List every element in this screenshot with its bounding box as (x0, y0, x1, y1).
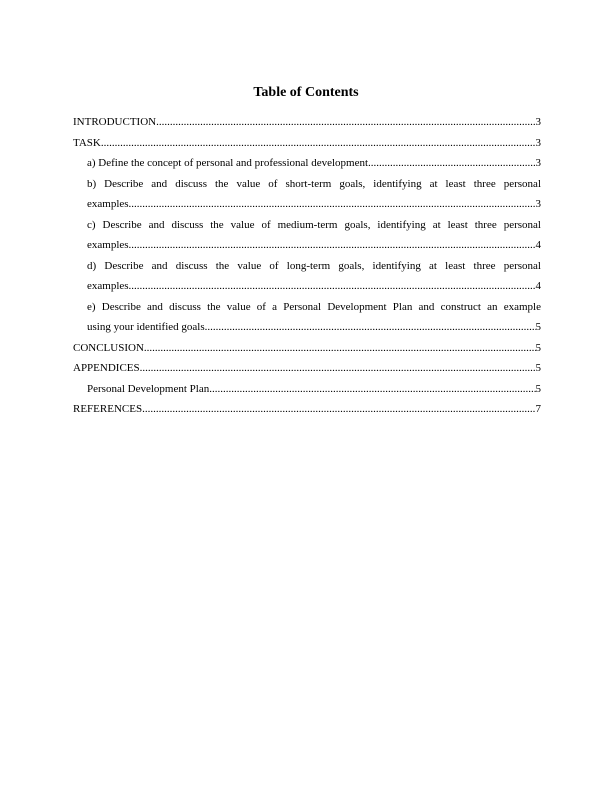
toc-entry-text: TASK (73, 136, 101, 149)
toc-entry-conclusion[interactable] (73, 338, 541, 359)
toc-entry-text-continued: examples. (87, 239, 132, 251)
toc-entry-text: a) Define the concept of personal and professional development (87, 157, 369, 169)
toc-entry-task-a[interactable] (73, 153, 541, 174)
dot-leader (131, 235, 535, 256)
dot-leader (144, 338, 536, 359)
dot-leader (209, 379, 535, 400)
dot-leader (101, 133, 536, 154)
toc-entry-task-d[interactable] (73, 256, 541, 297)
toc-page-number: 5 (535, 382, 541, 395)
toc-entry-text: CONCLUSION (73, 341, 144, 354)
toc-entry-task-c[interactable] (73, 215, 541, 256)
toc-entry-personal-development-plan[interactable] (73, 379, 541, 400)
toc-page-number: 3 (535, 116, 541, 128)
toc-page-number: 5 (535, 362, 541, 374)
toc-entry-text: b) Describe and discuss the value of short-term goals, identifying at least three personal (87, 177, 541, 190)
toc-page-number: 5 (535, 341, 541, 354)
toc-entry-text: INTRODUCTION (73, 116, 157, 128)
toc-entry-text: APPENDICES (73, 362, 140, 374)
toc-entry-text-continued: examples. (87, 198, 132, 210)
toc-page-number: 3 (535, 198, 541, 210)
toc-list (73, 112, 541, 420)
toc-entry-task[interactable] (73, 133, 541, 154)
toc-title: Table of Contents (253, 85, 359, 100)
toc-entry-task-b[interactable] (73, 174, 541, 215)
dot-leader (142, 399, 535, 420)
toc-entry-appendices[interactable] (73, 358, 541, 379)
toc-entry-text: d) Describe and discuss the value of long-term goals, identifying at least three personal (87, 259, 541, 272)
toc-entry-introduction[interactable] (73, 112, 541, 133)
toc-entry-text: Personal Development Plan (87, 382, 210, 395)
toc-page-number: 4 (535, 280, 541, 292)
toc-entry-task-e[interactable] (73, 297, 541, 338)
dot-leader (368, 153, 535, 174)
toc-page-number: 5 (535, 321, 541, 333)
toc-page-number: 7 (535, 403, 541, 415)
toc-entry-text: c) Describe and discuss the value of medium-term goals, identifying at least three personal (87, 218, 541, 231)
dot-leader (140, 358, 536, 379)
toc-entry-text-continued: using your identified goals. (87, 321, 208, 333)
dot-leader (207, 317, 535, 338)
toc-entry-text: REFERENCES (73, 403, 143, 415)
toc-page-number: 3 (535, 157, 541, 169)
toc-entry-text-continued: examples. (87, 280, 132, 292)
toc-entry-text: e) Describe and discuss the value of a Personal Development Plan and construct an example (87, 300, 541, 313)
dot-leader (131, 276, 535, 297)
dot-leader (156, 112, 535, 133)
toc-page-number: 4 (535, 239, 541, 251)
toc-entry-references[interactable] (73, 399, 541, 420)
toc-page-number: 3 (535, 136, 541, 149)
dot-leader (131, 194, 535, 215)
